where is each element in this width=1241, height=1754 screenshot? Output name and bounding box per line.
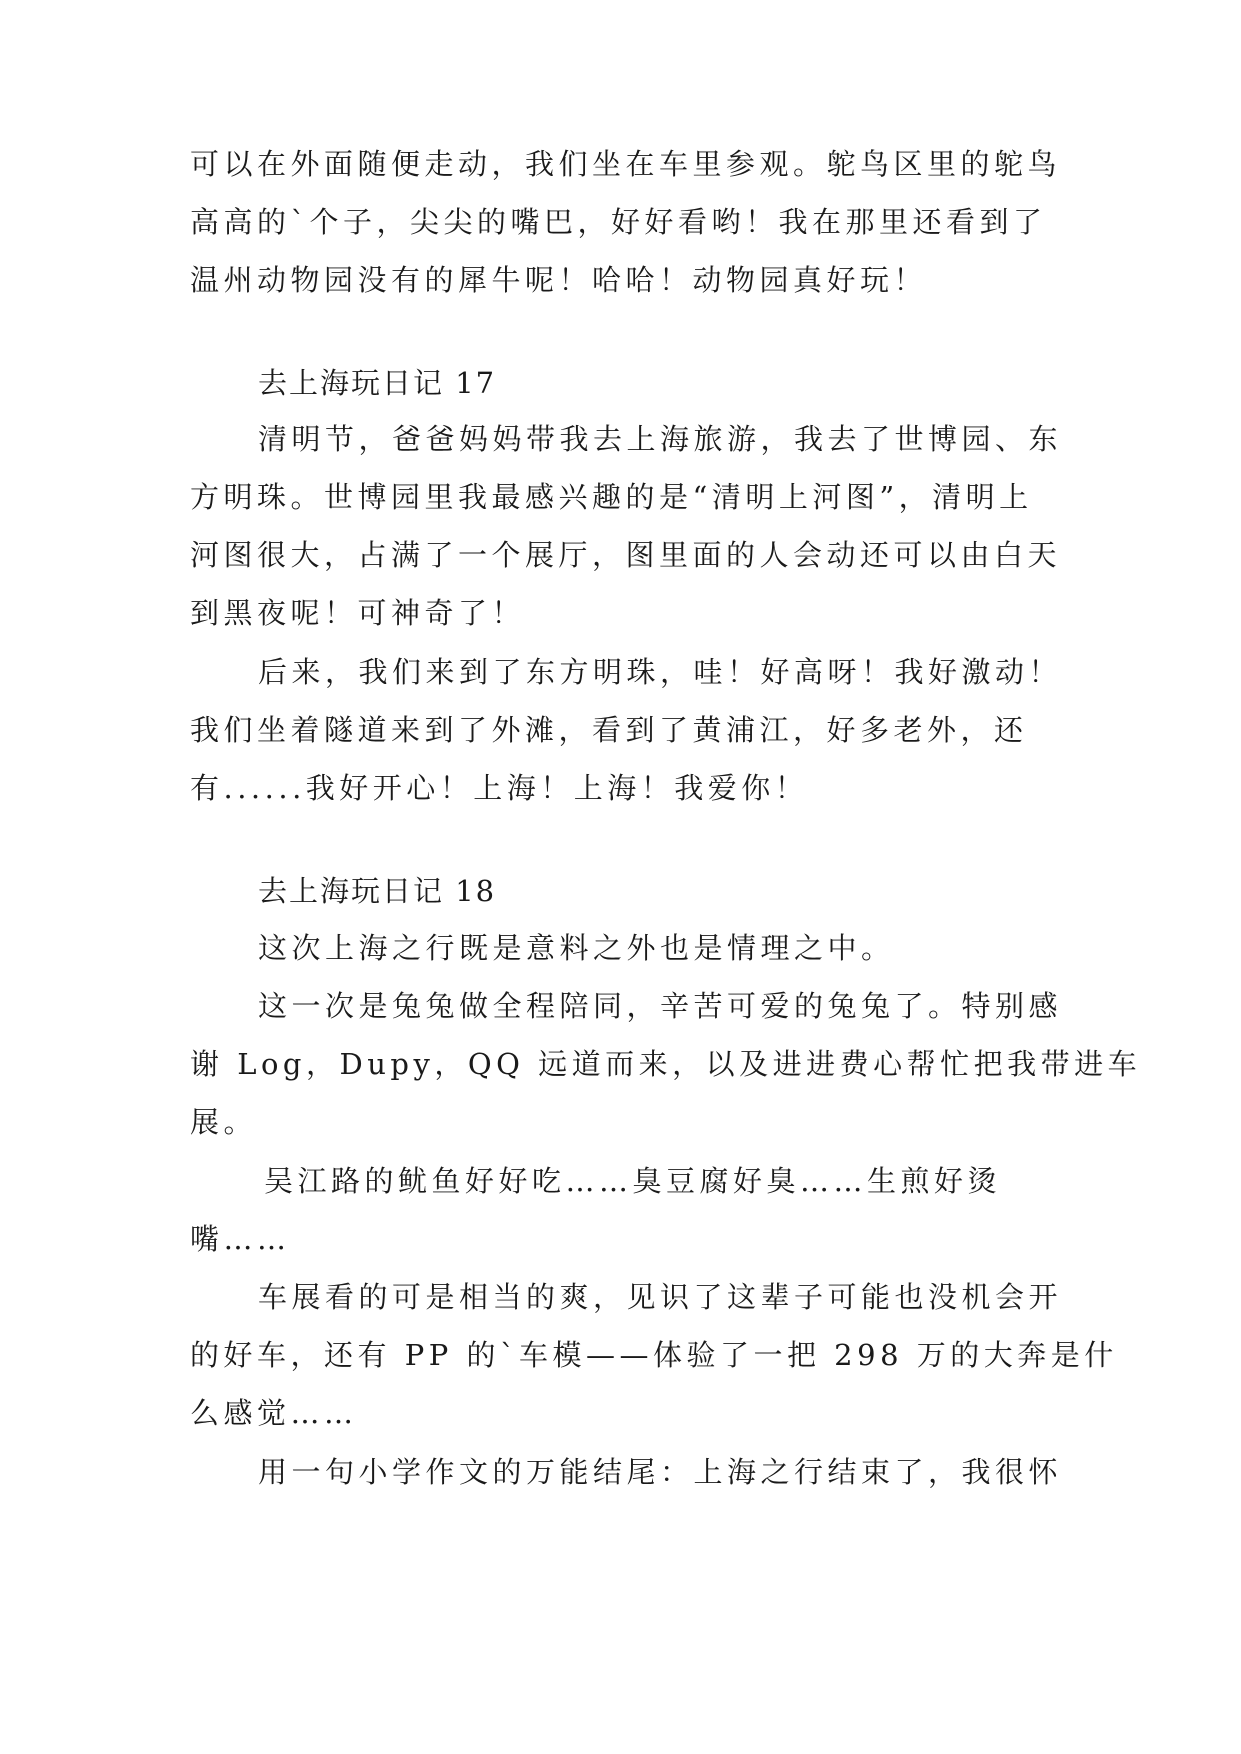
paragraph-line: 有......我好开心！上海！上海！我爱你！ xyxy=(190,771,809,805)
paragraph-line: 我们坐着隧道来到了外滩，看到了黄浦江，好多老外，还 xyxy=(190,713,1028,747)
paragraph-line: 展。 xyxy=(190,1105,258,1139)
paragraph-line: 嘴…… xyxy=(190,1222,291,1256)
paragraph-line: 这一次是兔兔做全程陪同，辛苦可爱的兔兔了。特别感 xyxy=(258,989,1063,1023)
paragraph-line: 这次上海之行既是意料之外也是情理之中。 xyxy=(258,931,895,965)
diary-title: 去上海玩日记 17 xyxy=(258,366,497,400)
paragraph-line: 高高的`个子，尖尖的嘴巴，好好看哟！我在那里还看到了 xyxy=(190,205,1047,239)
paragraph-line: 么感觉…… xyxy=(190,1396,358,1430)
paragraph-line: 到黑夜呢！可神奇了！ xyxy=(190,596,526,630)
diary-title: 去上海玩日记 18 xyxy=(258,874,497,908)
paragraph-line: 的好车，还有 PP 的`车模——体验了一把 298 万的大奔是什 xyxy=(190,1338,1118,1372)
paragraph-line: 方明珠。世博园里我最感兴趣的是“清明上河图”，清明上 xyxy=(190,480,1033,514)
paragraph-line: 车展看的可是相当的爽，见识了这辈子可能也没机会开 xyxy=(258,1280,1063,1314)
paragraph-line: 吴江路的鱿鱼好好吃……臭豆腐好臭……生煎好烫 xyxy=(264,1164,1002,1198)
paragraph-line: 河图很大，占满了一个展厅，图里面的人会动还可以由白天 xyxy=(190,538,1062,572)
paragraph-line: 可以在外面随便走动，我们坐在车里参观。鸵鸟区里的鸵鸟 xyxy=(190,147,1062,181)
paragraph-line: 用一句小学作文的万能结尾：上海之行结束了，我很怀 xyxy=(258,1455,1063,1489)
paragraph-line: 温州动物园没有的犀牛呢！哈哈！动物园真好玩！ xyxy=(190,263,928,297)
paragraph-line: 后来，我们来到了东方明珠，哇！好高呀！我好激动！ xyxy=(258,655,1063,689)
paragraph-line: 清明节，爸爸妈妈带我去上海旅游，我去了世博园、东 xyxy=(258,422,1063,456)
paragraph-line: 谢 Log，Dupy，QQ 远道而来，以及进进费心帮忙把我带进车 xyxy=(190,1047,1142,1081)
